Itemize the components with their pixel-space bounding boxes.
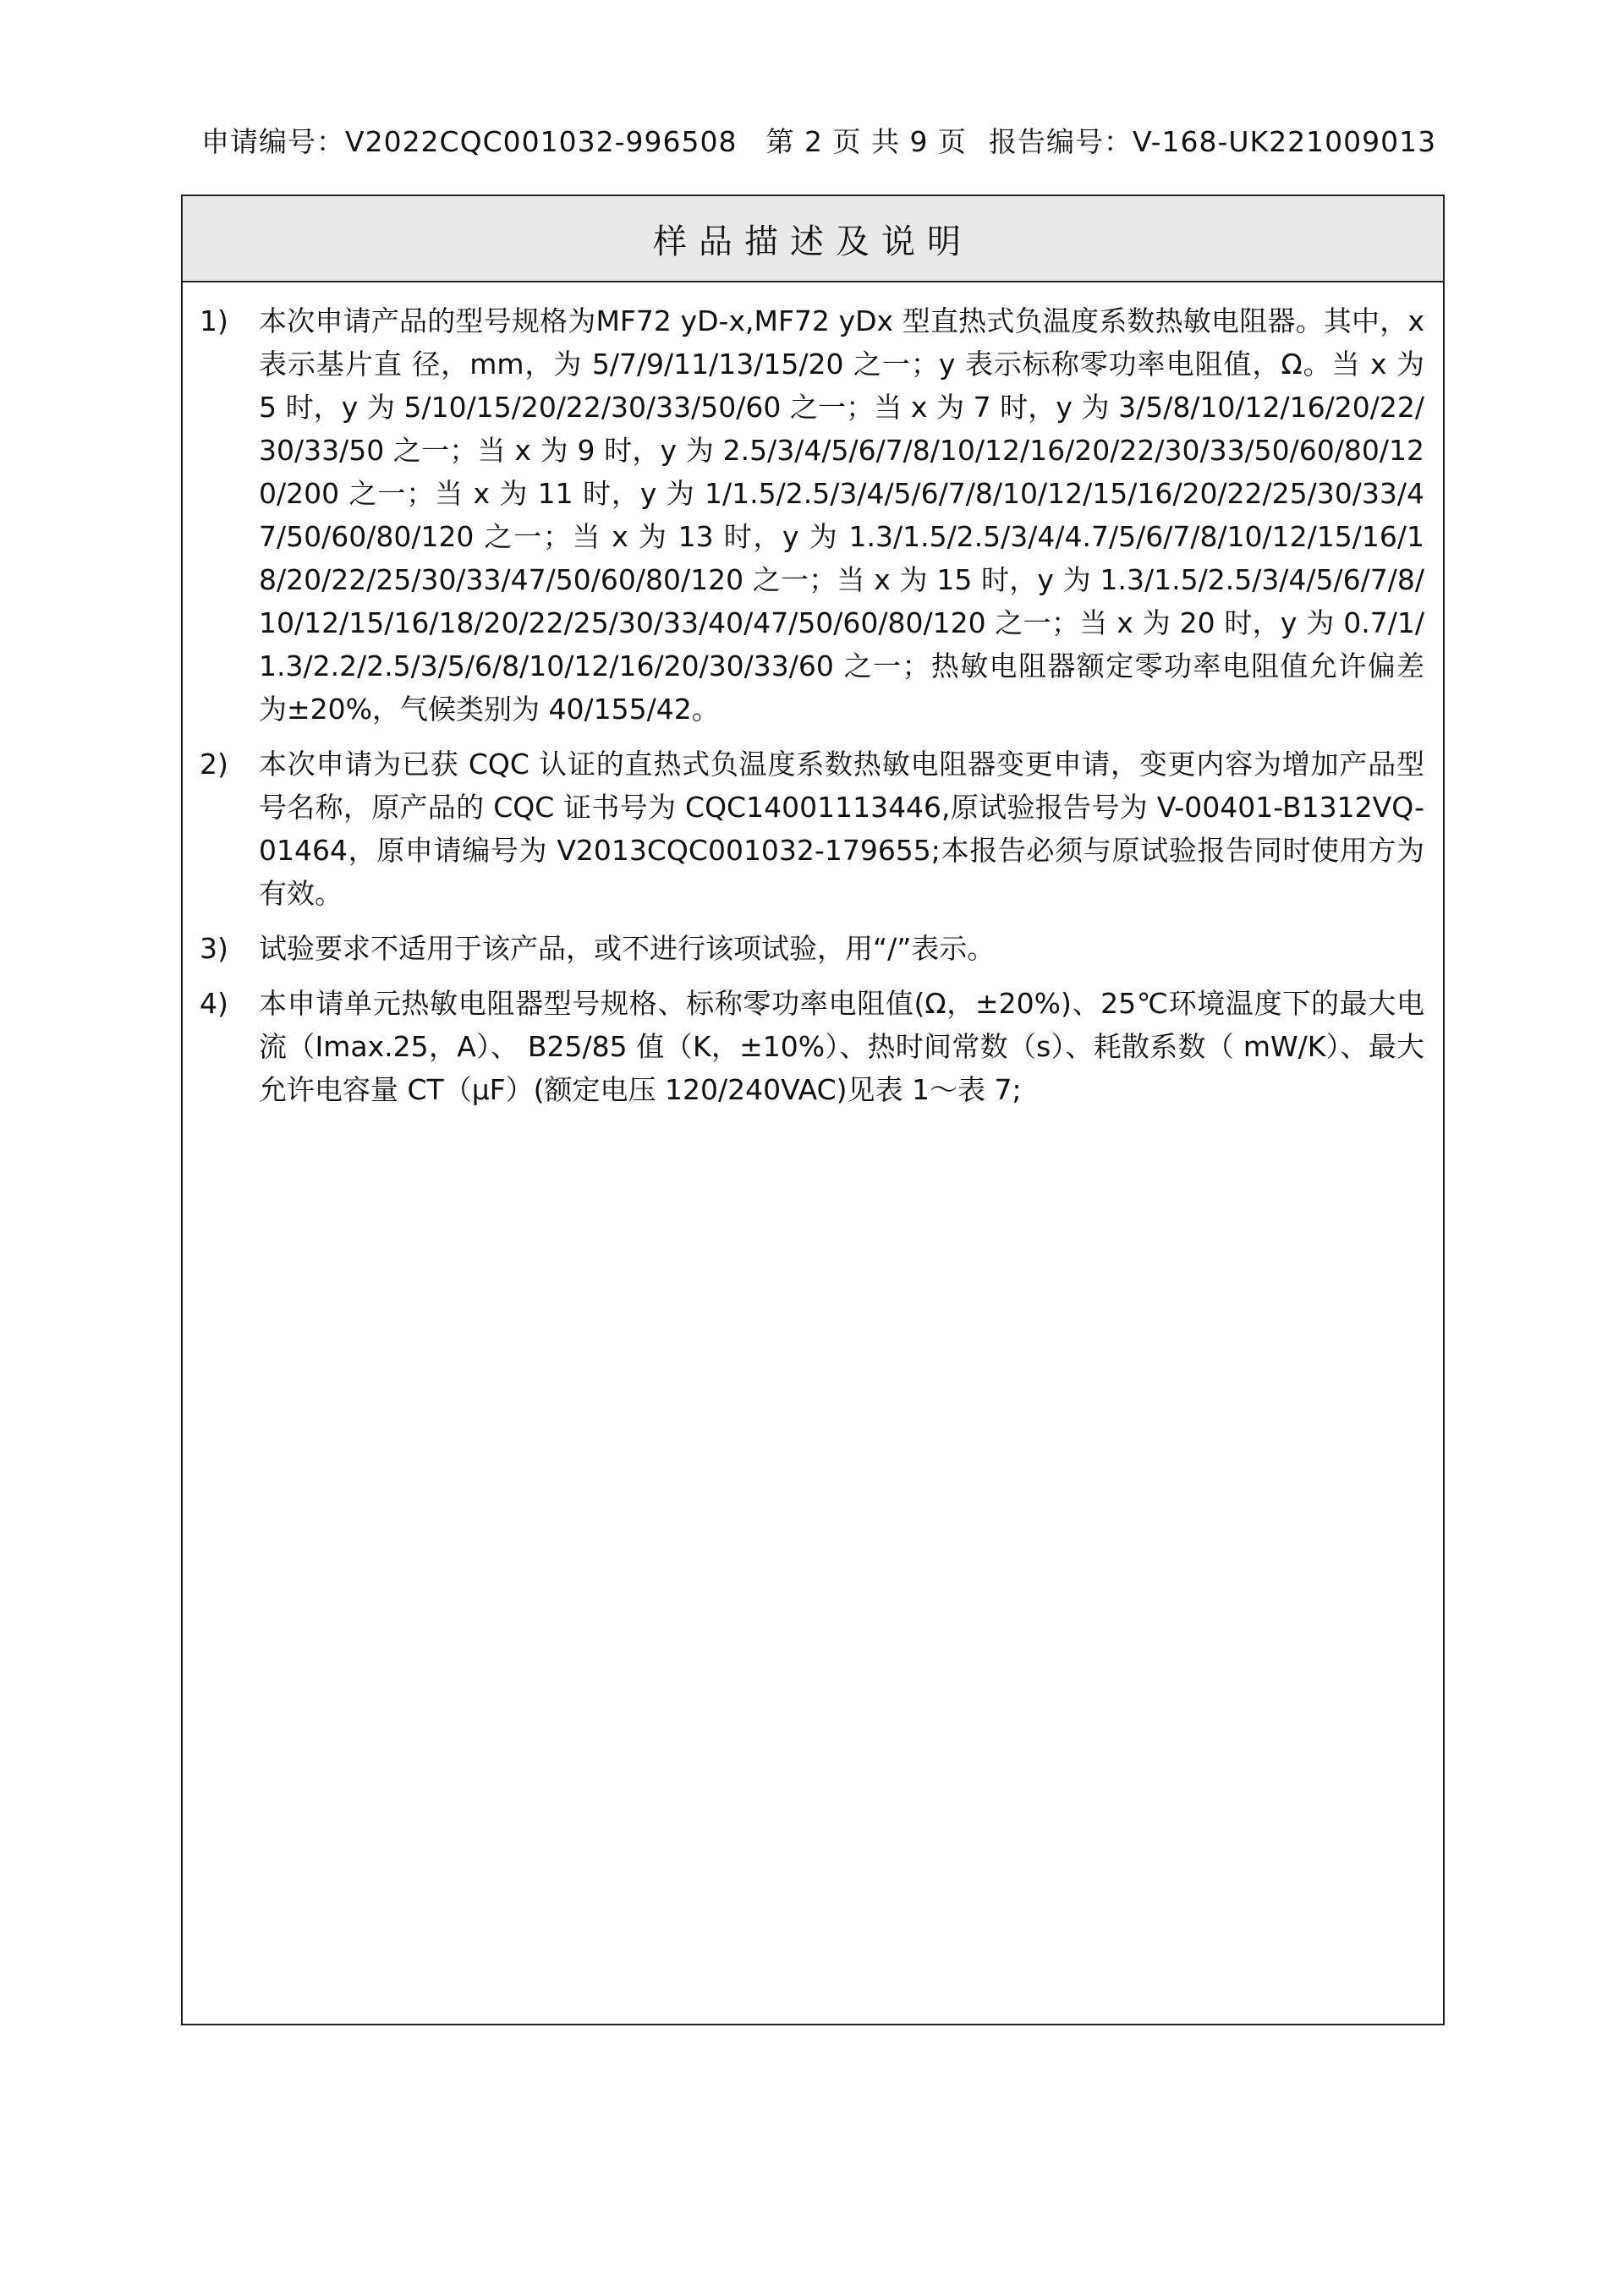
- report-number: 报告编号：V-168-UK221009013: [988, 125, 1437, 158]
- list-item: [200, 743, 1424, 915]
- section-title: 样品描述及说明: [653, 222, 973, 261]
- item-number: 4): [200, 987, 228, 1020]
- item-text: 本次申请为已获 CQC 认证的直热式负温度系数热敏电阻器变更申请，变更内容为增加产品型号名称，原产品的 CQC 证书号为 CQC14001113446,原试验报告号为 V-00401-B1312VQ-01464，原申请编号为 V2013CQC001032-179655;本报告必须与原试验报告同时使用方为有效。: [259, 748, 1424, 910]
- description-list: [183, 282, 1443, 1111]
- item-text: 本次申请产品的型号规格为MF72 yD-x,MF72 yDx 型直热式负温度系数热敏电阻器。其中，x 表示基片直 径，mm，为 5/7/9/11/13/15/20 之一；y 表示标称零功率电阻值，Ω。当 x 为 5 时，y 为 5/10/15/20/22/30/33/50/60 之一；当 x 为 7 时，y 为 3/5/8/10/12/16/20/22/30/33/50 之一；当 x 为 9 时，y 为 2.5/3/4/5/6/7/8/10/12/16/20/22/30/33/50/60/80/120/200 之一；当 x 为 11 时，y 为 1/1.5/2.5/3/4/5/6/7/8/10/12/15/16/20/22/25/30/33/47/50/60/80/120 之一；当 x 为 13 时，y 为 1.3/1.5/2.5/3/4/4.7/5/6/7/8/10/12/15/16/18/20/22/25/30/33/47/50/60/80/120 之一；当 x 为 15 时，y 为 1.3/1.5/2.5/3/4/5/6/7/8/10/12/15/16/18/20/22/25/30/33/40/47/50/60/80/120 之一；当 x 为 20 时，y 为 0.7/1/1.3/2.2/2.5/3/5/6/8/10/12/16/20/30/33/60 之一；热敏电阻器额定零功率电阻值允许偏差为±20%，气候类别为 40/155/42。: [259, 304, 1424, 726]
- application-number: 申请编号：V2022CQC001032-996508: [201, 125, 738, 158]
- list-item: [200, 982, 1424, 1111]
- page-info: 第 2 页 共 9 页: [765, 125, 967, 158]
- description-table: [181, 195, 1445, 2025]
- list-item: [200, 299, 1424, 731]
- item-number: 1): [200, 304, 228, 337]
- item-text: 本申请单元热敏电阻器型号规格、标称零功率电阻值(Ω，±20%)、25℃环境温度下的最大电流（Imax.25，A）、 B25/85 值（K，±10%）、热时间常数（s）、耗散系数（ mW/K）、最大允许电容量 CT（μF）(额定电压 120/240VAC)见表 1～表 7;: [259, 987, 1424, 1106]
- item-text: 试验要求不适用于该产品，或不进行该项试验，用“/”表示。: [259, 932, 996, 965]
- item-number: 3): [200, 932, 228, 965]
- page-header: [201, 121, 1446, 163]
- list-item: [200, 927, 1424, 970]
- item-number: 2): [200, 748, 228, 781]
- section-title-bar: [183, 196, 1443, 282]
